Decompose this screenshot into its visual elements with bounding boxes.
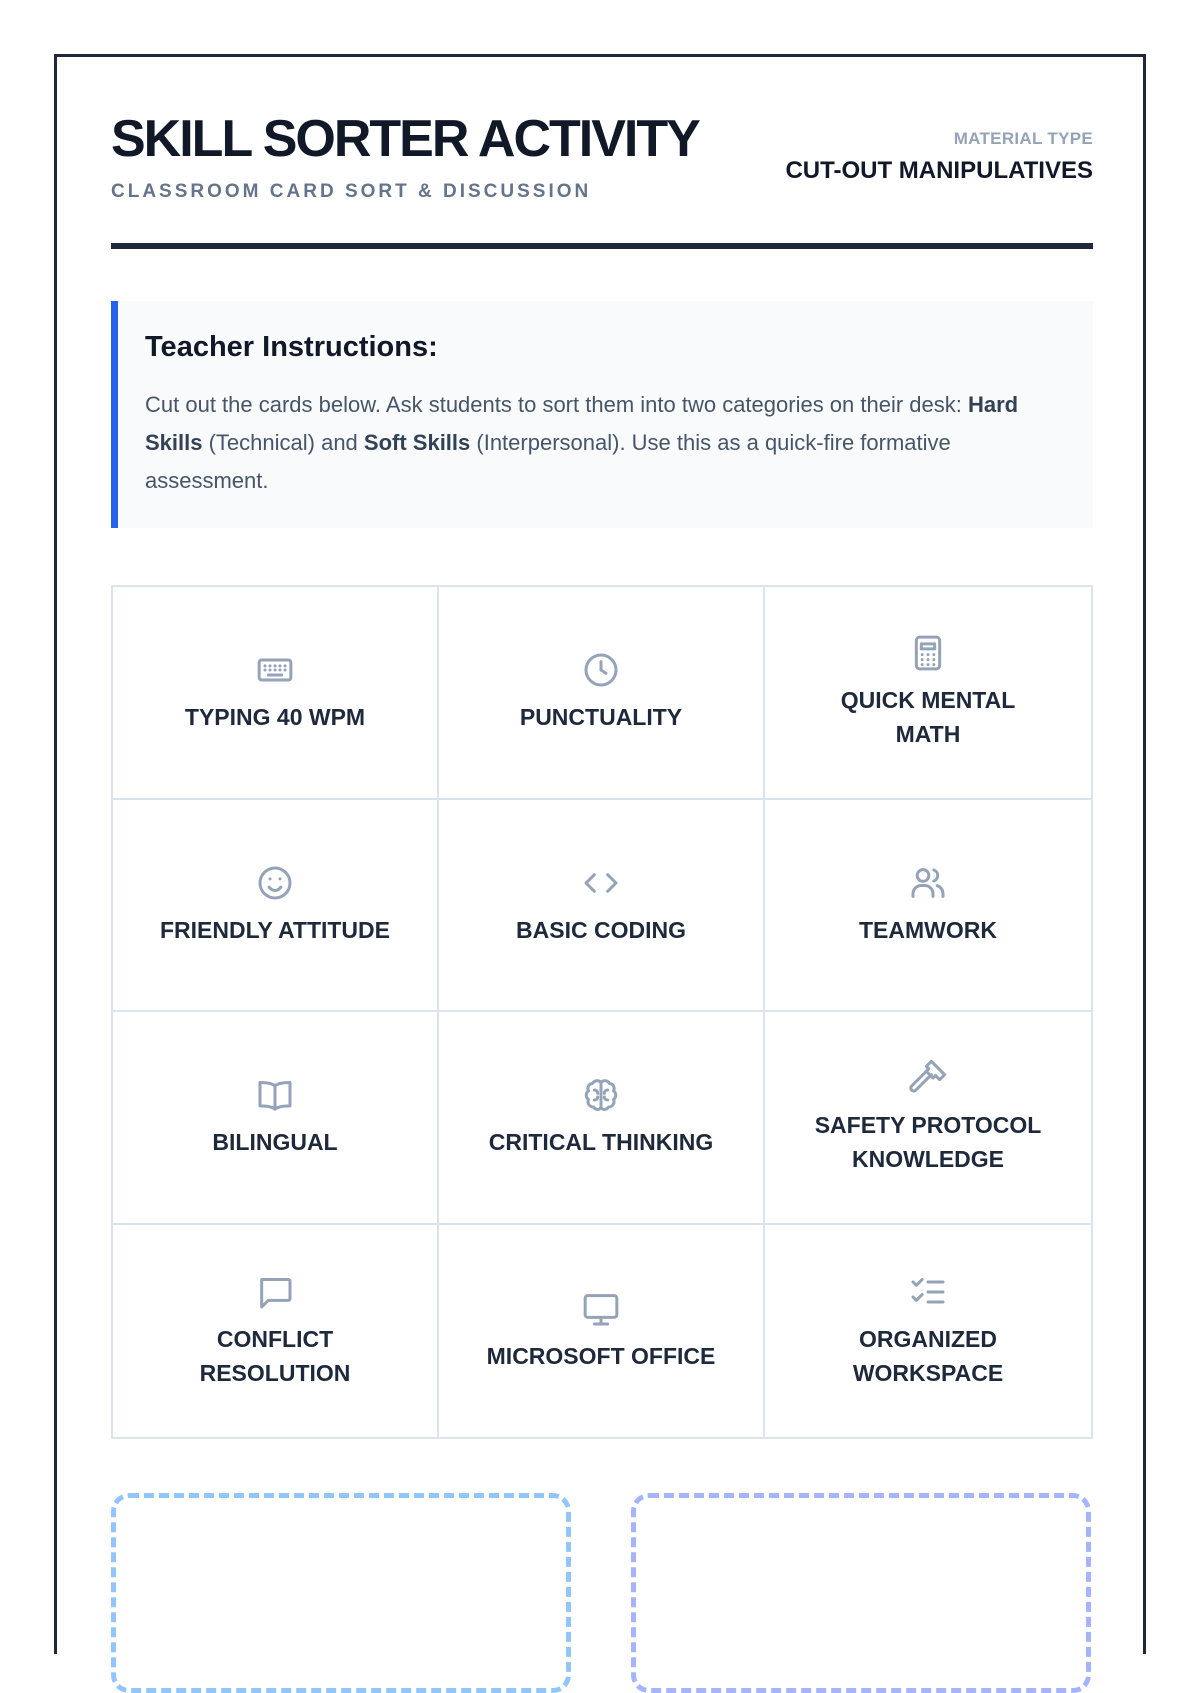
page-subtitle: CLASSROOM CARD SORT & DISCUSSION <box>111 181 592 202</box>
brain-icon <box>581 1075 621 1115</box>
hammer-icon <box>908 1058 948 1098</box>
hard-skills-term: Hard Skills <box>145 392 1019 455</box>
message-square-icon <box>255 1272 295 1312</box>
skill-card-label: BILINGUAL <box>212 1129 338 1156</box>
skill-card-label: MICROSOFT OFFICE <box>486 1342 716 1369</box>
skill-card-safety-protocol[interactable] <box>765 1012 1091 1225</box>
monitor-icon <box>581 1289 621 1329</box>
soft-skills-term: Soft Skills <box>363 430 471 455</box>
instructions-text-part-1: Cut out the cards below. Ask students to sort them into two categories on their desk: <box>145 392 968 417</box>
skill-card-grid <box>111 585 1093 1439</box>
soft-skills-sort-zone[interactable] <box>631 1493 1091 1693</box>
checklist-icon <box>908 1272 948 1312</box>
worksheet-page <box>54 54 1146 1654</box>
skill-card-critical-thinking[interactable] <box>439 1012 765 1225</box>
calculator-icon <box>908 633 948 673</box>
skill-card-label: CRITICAL THINKING <box>488 1129 714 1156</box>
smile-icon <box>255 863 295 903</box>
code-icon <box>581 863 621 903</box>
skill-card-label: PUNCTUALITY <box>519 704 683 731</box>
skill-card-label: TYPING 40 WPM <box>184 704 366 731</box>
skill-card-friendly-attitude[interactable] <box>113 800 439 1013</box>
instructions-text-part-3: (Interpersonal). Use this as a quick-fire formative assessment. <box>145 430 951 493</box>
users-icon <box>908 863 948 903</box>
header <box>111 57 1093 249</box>
teacher-instructions-box <box>111 301 1093 528</box>
skill-card-organized-workspace[interactable] <box>765 1225 1091 1438</box>
book-icon <box>255 1075 295 1115</box>
instructions-text <box>145 386 1067 500</box>
skill-card-mental-math[interactable] <box>765 587 1091 800</box>
clock-icon <box>581 650 621 690</box>
skill-card-label: BASIC CODING <box>516 916 686 943</box>
material-type-value: CUT-OUT MANIPULATIVES <box>785 157 1093 184</box>
keyboard-icon <box>255 650 295 690</box>
header-divider <box>111 243 1093 249</box>
skill-card-label: QUICK MENTAL MATH <box>840 687 1016 748</box>
skill-card-basic-coding[interactable] <box>439 800 765 1013</box>
skill-card-label: SAFETY PROTOCOL KNOWLEDGE <box>814 1112 1042 1173</box>
skill-card-label: FRIENDLY ATTITUDE <box>159 916 390 943</box>
skill-card-conflict-resolution[interactable] <box>113 1225 439 1438</box>
skill-card-label: CONFLICT RESOLUTION <box>199 1325 351 1386</box>
skill-card-bilingual[interactable] <box>113 1012 439 1225</box>
page-title: SKILL SORTER ACTIVITY <box>111 110 699 168</box>
skill-card-label: TEAMWORK <box>859 916 997 943</box>
skill-card-punctuality[interactable] <box>439 587 765 800</box>
instructions-text-part-2: (Technical) and <box>202 430 364 455</box>
hard-skills-sort-zone[interactable] <box>111 1493 571 1693</box>
worksheet-content <box>111 57 1093 1386</box>
skill-card-label: ORGANIZED WORKSPACE <box>852 1325 1004 1386</box>
skill-card-typing[interactable] <box>113 587 439 800</box>
instructions-title: Teacher Instructions: <box>145 331 438 363</box>
skill-card-microsoft-office[interactable] <box>439 1225 765 1438</box>
material-type-label: MATERIAL TYPE <box>953 129 1093 148</box>
skill-card-teamwork[interactable] <box>765 800 1091 1013</box>
